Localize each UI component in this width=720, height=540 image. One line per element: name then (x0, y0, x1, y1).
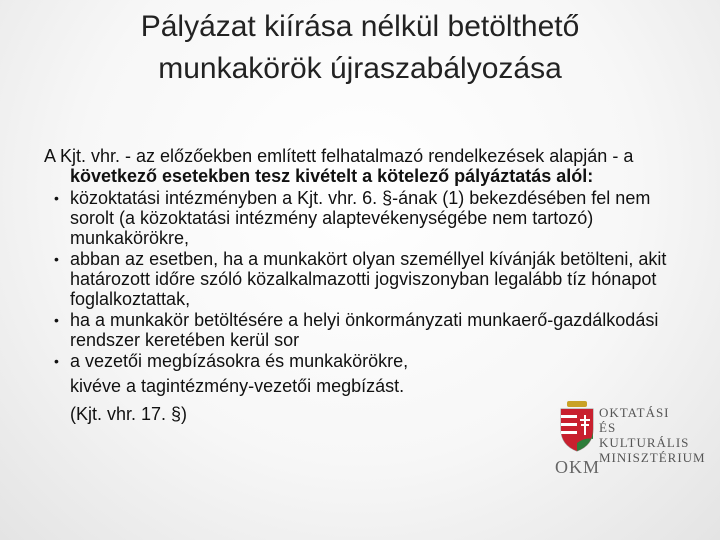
cross-bar-1 (580, 419, 590, 421)
list-item (44, 249, 684, 309)
title-line-1: Pályázat kiírása nélkül betölthető (140, 10, 580, 43)
bullet-text: közoktatási intézményben a Kjt. vhr. 6. §-ának (1) bekezdésében fel nem sorolt (a közoktatási intézmény alaptevékenységébe nem tartozó) munkakörökre, (70, 188, 651, 248)
title-line-2: munkakörök újraszabályozása (158, 52, 562, 85)
slide-title (40, 6, 680, 90)
logo-line-3: MINISZTÉRIUM (599, 450, 706, 465)
bullet-icon: • (54, 312, 59, 328)
logo-text (599, 405, 706, 465)
stripe-2 (561, 423, 577, 426)
bullet-text: ha a munkakör betöltésére a helyi önkormányzati munkaerő-gazdálkodási rendszer keretében kerül sor (70, 310, 659, 350)
ministry-logo (545, 395, 705, 485)
logo-line-2: ÉS KULTURÁLIS (599, 420, 690, 450)
bullet-list (44, 188, 684, 427)
bullet-icon: • (54, 190, 59, 206)
intro-text: A Kjt. vhr. - az előzőekben említett felhatalmazó rendelkezések alapján - a (44, 146, 634, 166)
stripe-3 (561, 431, 577, 434)
crown-shape (567, 401, 587, 407)
bullet-icon: • (54, 353, 59, 369)
stripe-1 (561, 415, 577, 418)
coat-of-arms-icon (553, 399, 601, 453)
slide-body (44, 146, 684, 428)
logo-line-1: OKTATÁSI (599, 405, 670, 420)
bullet-reference: (Kjt. vhr. 17. §) (70, 404, 188, 424)
bullet-text: abban az esetben, ha a munkakört olyan személlyel kívánják betölteni, akit határozott időre szóló közalkalmazotti jogviszonyban legalább tíz hónapot foglalkoztattak, (70, 249, 667, 309)
logo-abbreviation: OKM (555, 457, 601, 477)
list-item (44, 310, 684, 350)
bullet-continuation: kivéve a tagintézmény-vezetői megbízást. (70, 376, 405, 396)
cross-bar-2 (581, 424, 589, 426)
list-item (44, 188, 684, 248)
bullet-icon: • (54, 251, 59, 267)
intro-bold-text: következő esetekben tesz kivételt a kötelező pályáztatás alól: (70, 166, 594, 186)
bullet-text: a vezetői megbízásokra és munkakörökre, (70, 351, 409, 371)
intro-paragraph (44, 146, 684, 186)
